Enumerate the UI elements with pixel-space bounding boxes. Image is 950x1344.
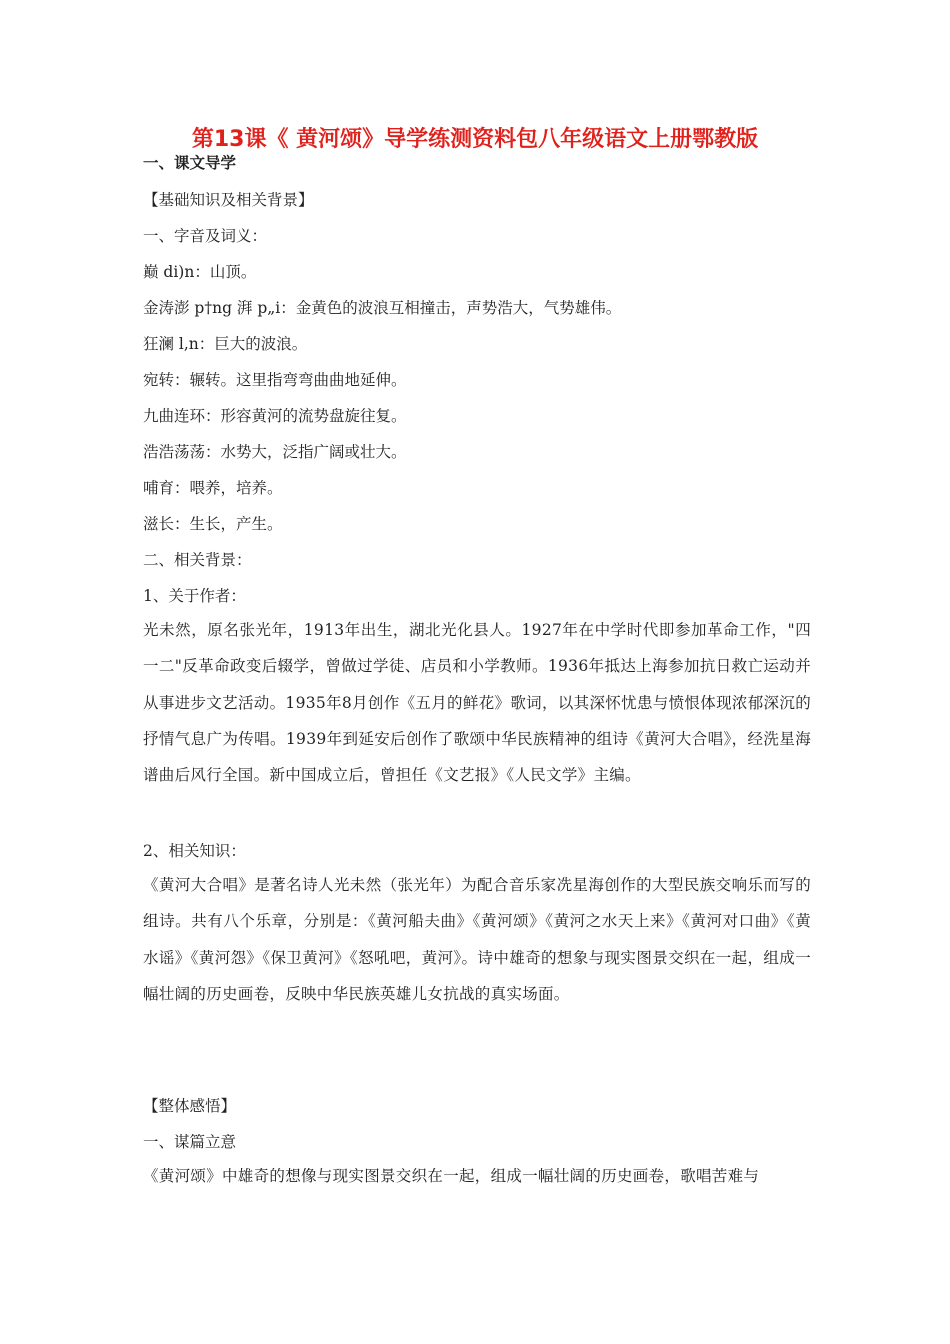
intent-heading: 一、谋篇立意 <box>143 1133 237 1151</box>
subsection-basic-knowledge: 【基础知识及相关背景】 <box>143 191 314 209</box>
vocab-item: 九曲连环：形容黄河的流势盘旋往复。 <box>143 407 407 425</box>
page-title: 第13课《 黄河颂》导学练测资料包八年级语文上册鄂教版 <box>191 127 759 152</box>
author-paragraph: 光未然，原名张光年，1913年出生，湖北光化县人。1927年在中学时代即参加革命工作，"四一二"反革命政变后辍学，曾做过学徒、店员和小学教师。1936年抵达上海参加抗日救亡运动并从事进步文艺活动。1935年8月创作《五月的鲜花》歌词，以其深怀忧患与愤恨体现浓郁深沉的抒情气息广为传唱。1939年到延安后创作了歌颂中华民族精神的组诗《黄河大合唱》，经洗星海谱曲后风行全国。新中国成立后，曾担任《文艺报》《人民文学》主编。 <box>143 621 811 785</box>
vocab-item: 哺育：喂养，培养。 <box>143 479 283 497</box>
knowledge-paragraph: 《黄河大合唱》是著名诗人光未然（张光年）为配合音乐家冼星海创作的大型民族交响乐而写的组诗。共有八个乐章，分别是：《黄河船夫曲》《黄河颂》《黄河之水天上来》《黄河对口曲》《黄水谣》《黄河怨》《保卫黄河》《怒吼吧，黄河》。诗中雄奇的想象与现实图景交织在一起，组成一幅壮阔的历史画卷，反映中华民族英雄儿女抗战的真实场面。 <box>143 876 811 1003</box>
knowledge-heading: 2、相关知识： <box>143 842 246 860</box>
vocab-item: 狂澜 l,n：巨大的波浪。 <box>143 335 308 353</box>
background-heading: 二、相关背景： <box>143 551 252 569</box>
vocab-item: 宛转：辗转。这里指弯弯曲曲地延伸。 <box>143 371 407 389</box>
vocab-item: 巅 di)n：山顶。 <box>143 263 257 281</box>
section-heading-guide: 一、课文导学 <box>143 154 237 172</box>
intent-paragraph: 《黄河颂》中雄奇的想像与现实图景交织在一起，组成一幅壮阔的历史画卷，歌唱苦难与 <box>143 1167 760 1185</box>
subsection-overall: 【整体感悟】 <box>143 1097 237 1115</box>
pronunciation-heading: 一、字音及词义： <box>143 227 268 245</box>
author-heading: 1、关于作者： <box>143 587 246 605</box>
vocab-item: 滋长：生长，产生。 <box>143 515 283 533</box>
vocab-item: 浩浩荡荡：水势大，泛指广阔或壮大。 <box>143 443 407 461</box>
vocab-item: 金涛澎 p†ng 湃 p„i：金黄色的波浪互相撞击，声势浩大，气势雄伟。 <box>143 299 622 317</box>
